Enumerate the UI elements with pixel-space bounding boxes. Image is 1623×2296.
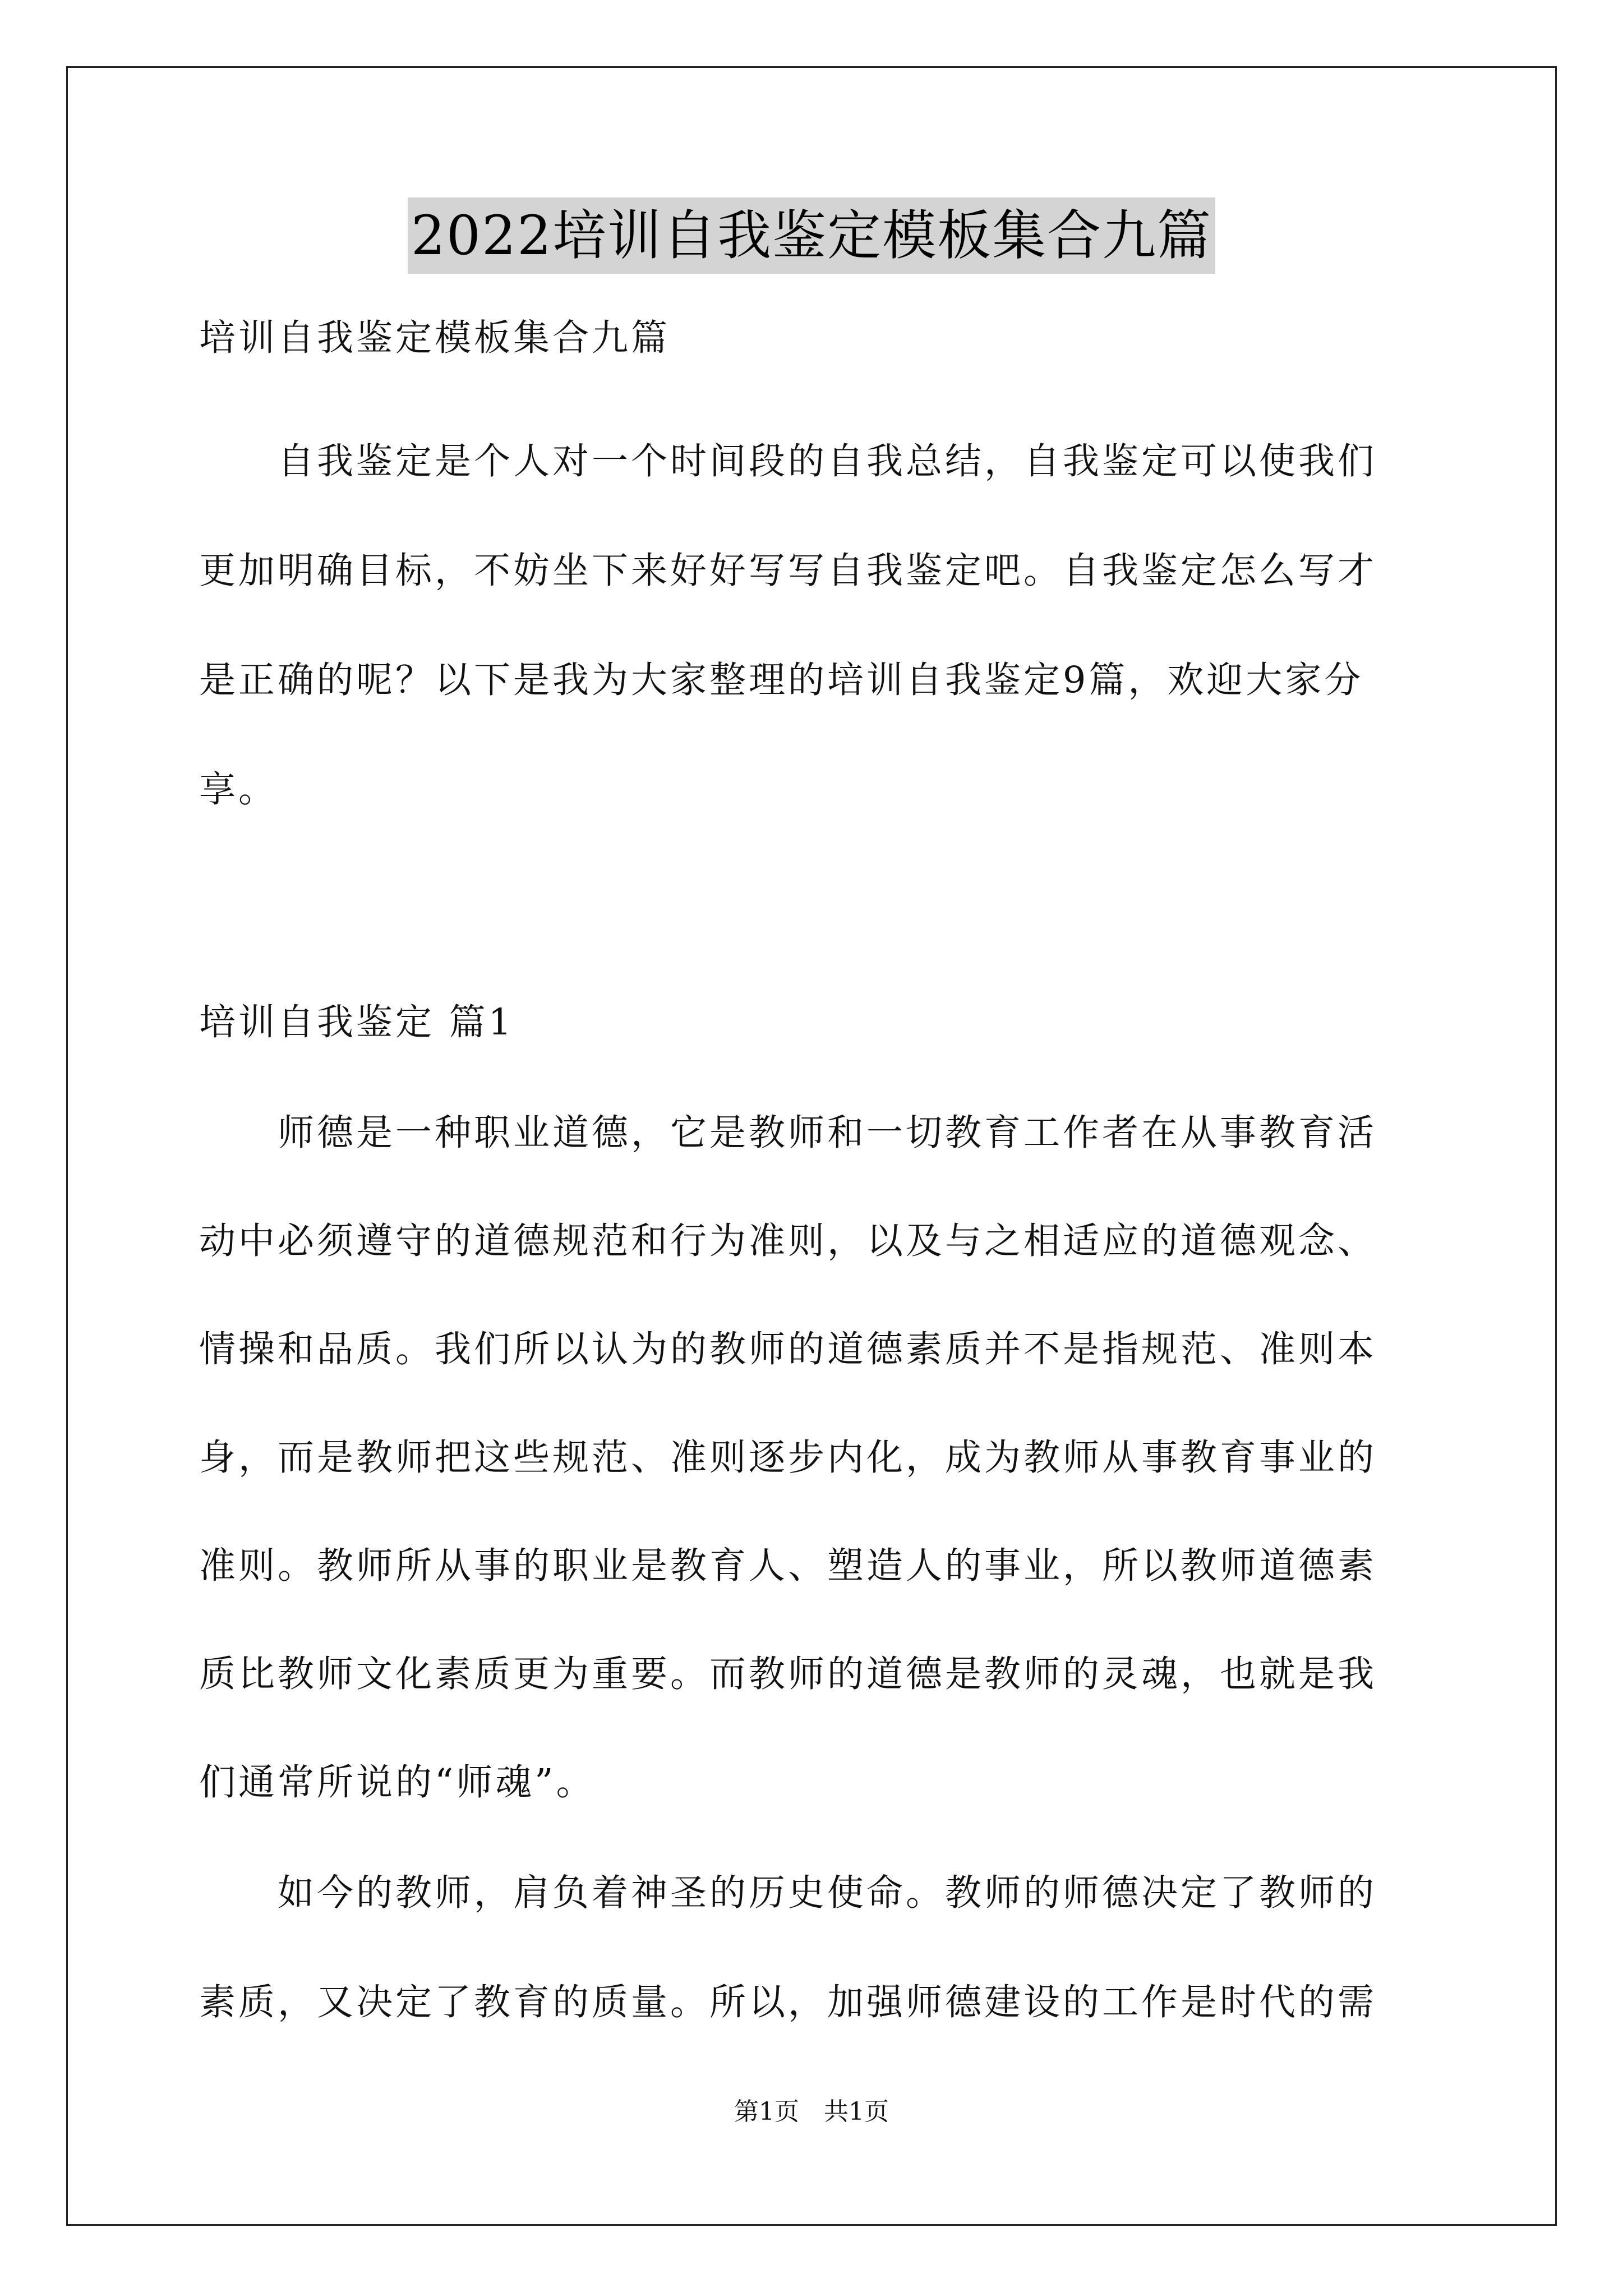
- title-container: [0, 197, 1623, 274]
- intro-line-1: 自我鉴定是个人对一个时间段的自我总结，自我鉴定可以使我们: [199, 440, 1377, 482]
- section-line-2: 动中必须遵守的道德规范和行为准则，以及与之相适应的道德观念、: [199, 1220, 1377, 1262]
- section-line-4: 身，而是教师把这些规范、准则逐步内化，成为教师从事教育事业的: [199, 1437, 1377, 1479]
- document-title: 2022培训自我鉴定模板集合九篇: [408, 197, 1215, 274]
- section-line-9: 素质，又决定了教育的质量。所以，加强师德建设的工作是时代的需: [199, 1981, 1377, 2023]
- section-line-3: 情操和品质。我们所以认为的教师的道德素质并不是指规范、准则本: [199, 1328, 1377, 1370]
- section-heading: 培训自我鉴定 篇1: [199, 1001, 515, 1043]
- section-line-7: 们通常所说的“师魂”。: [199, 1761, 596, 1803]
- section-line-1: 师德是一种职业道德，它是教师和一切教育工作者在从事教育活: [199, 1112, 1377, 1154]
- intro-line-2: 更加明确目标，不妨坐下来好好写写自我鉴定吧。自我鉴定怎么写才: [199, 550, 1377, 592]
- section-line-5: 准则。教师所从事的职业是教育人、塑造人的事业，所以教师道德素: [199, 1545, 1377, 1587]
- section-line-8: 如今的教师，肩负着神圣的历史使命。教师的师德决定了教师的: [199, 1872, 1377, 1914]
- section-line-6: 质比教师文化素质更为重要。而教师的道德是教师的灵魂，也就是我: [199, 1653, 1377, 1695]
- page-footer: 第1页 共1页: [734, 2097, 889, 2126]
- intro-line-4: 享。: [199, 769, 278, 811]
- document-subtitle: 培训自我鉴定模板集合九篇: [199, 317, 671, 359]
- intro-line-3: 是正确的呢？以下是我为大家整理的培训自我鉴定9篇，欢迎大家分: [199, 659, 1364, 701]
